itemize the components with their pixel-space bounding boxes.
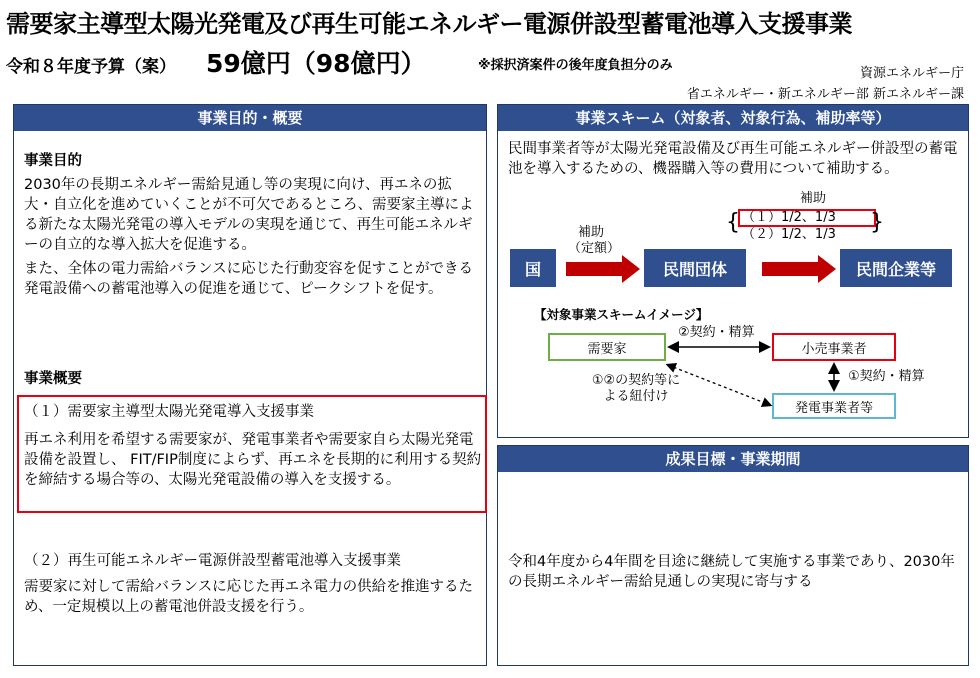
purpose-overview-panel [13, 104, 487, 666]
budget-note: ※採択済案件の後年度負担分のみ [478, 58, 673, 73]
link-label: ①②の契約等による紐付け [591, 373, 681, 404]
item2-title: （２）再生可能エネルギー電源併設型蓄電池導入支援事業 [24, 553, 401, 569]
item2-body: 需要家に対して需給バランスに応じた再エネ電力の供給を推進するため、一定規模以上の蓄電池併設支援を行う。 [24, 579, 474, 615]
purpose-title: 事業目的 [24, 153, 82, 169]
scheme-image-title: 【対象事業スキームイメージ】 [534, 307, 709, 322]
arrow1-sub: （定額） [568, 241, 621, 256]
goal-period-body: 令和4年度から4年間を目途に継続して実施する事業であり、2030年の長期エネルギー需給見通しの実現に寄与する [508, 554, 955, 590]
item1-title: （１）需要家主導型太陽光発電導入支援事業 [24, 404, 314, 420]
scheme-description: 民間事業者等が太陽光発電設備及び再生可能エネルギー併設型の蓄電池を導入するための、機器購入等の費用について補助する。 [508, 141, 958, 177]
rate-bracket-right: } [870, 210, 884, 235]
purpose-overview-heading: 事業目的・概要 [14, 105, 486, 131]
goal-period-heading: 成果目標・事業期間 [498, 446, 968, 472]
rate-bracket-left: { [726, 210, 740, 235]
contract2-label: ②契約・精算 [678, 325, 755, 340]
budget-label: 令和８年度予算（案） [6, 57, 176, 77]
node-org: 民間団体 [644, 249, 746, 287]
overview-title: 事業概要 [24, 371, 82, 387]
consumer-box: 需要家 [548, 333, 666, 361]
node-country: 国 [510, 249, 556, 287]
scheme-image-arrows [498, 105, 970, 439]
item1-body: 再エネ利用を希望する需要家が、発電事業者や需要家自ら太陽光発電設備を設置し、 FIT/FIP制度によらず、再エネを長期的に利用する契約を締結する場合等の、太陽光発電設備の導入を支援する。 [24, 432, 482, 488]
arrow2-label: 補助 [800, 191, 827, 206]
department-name: 省エネルギー・新エネルギー部 新エネルギー課 [686, 87, 964, 102]
agency-name: 資源エネルギー庁 [859, 66, 964, 81]
arrow1-label: 補助 [578, 225, 605, 240]
page-title: 需要家主導型太陽光発電及び再生可能エネルギー電源併設型蓄電池導入支援事業 [6, 10, 852, 38]
contract1-label: ①契約・精算 [848, 369, 925, 384]
retailer-box: 小売事業者 [772, 333, 896, 361]
generator-box: 発電事業者等 [772, 393, 896, 419]
purpose-paragraph-2: また、全体の電力需給バランスに応じた行動変容を促すことができる発電設備への蓄電池導入の促進を通じて、ピークシフトを促す。 [24, 261, 474, 297]
scheme-heading: 事業スキーム（対象者、対象行為、補助率等） [498, 105, 968, 131]
budget-amount: 59億円（98億円） [206, 49, 426, 78]
scheme-panel [497, 104, 969, 438]
node-company: 民間企業等 [840, 249, 952, 287]
purpose-paragraph-1: 2030年の長期エネルギー需給見通し等の実現に向け、再エネの拡大・自立化を進めていくことが不可欠であるところ、需要家主導による新たな太陽光発電の導入モデルの実現を通じて、再生可能エネルギーの自立的な導入拡大を促進する。 [24, 177, 474, 253]
goal-period-panel [497, 445, 969, 666]
rate1: （１）1/2、1/3 [742, 210, 836, 225]
rate2: （２）1/2、1/3 [742, 227, 836, 242]
